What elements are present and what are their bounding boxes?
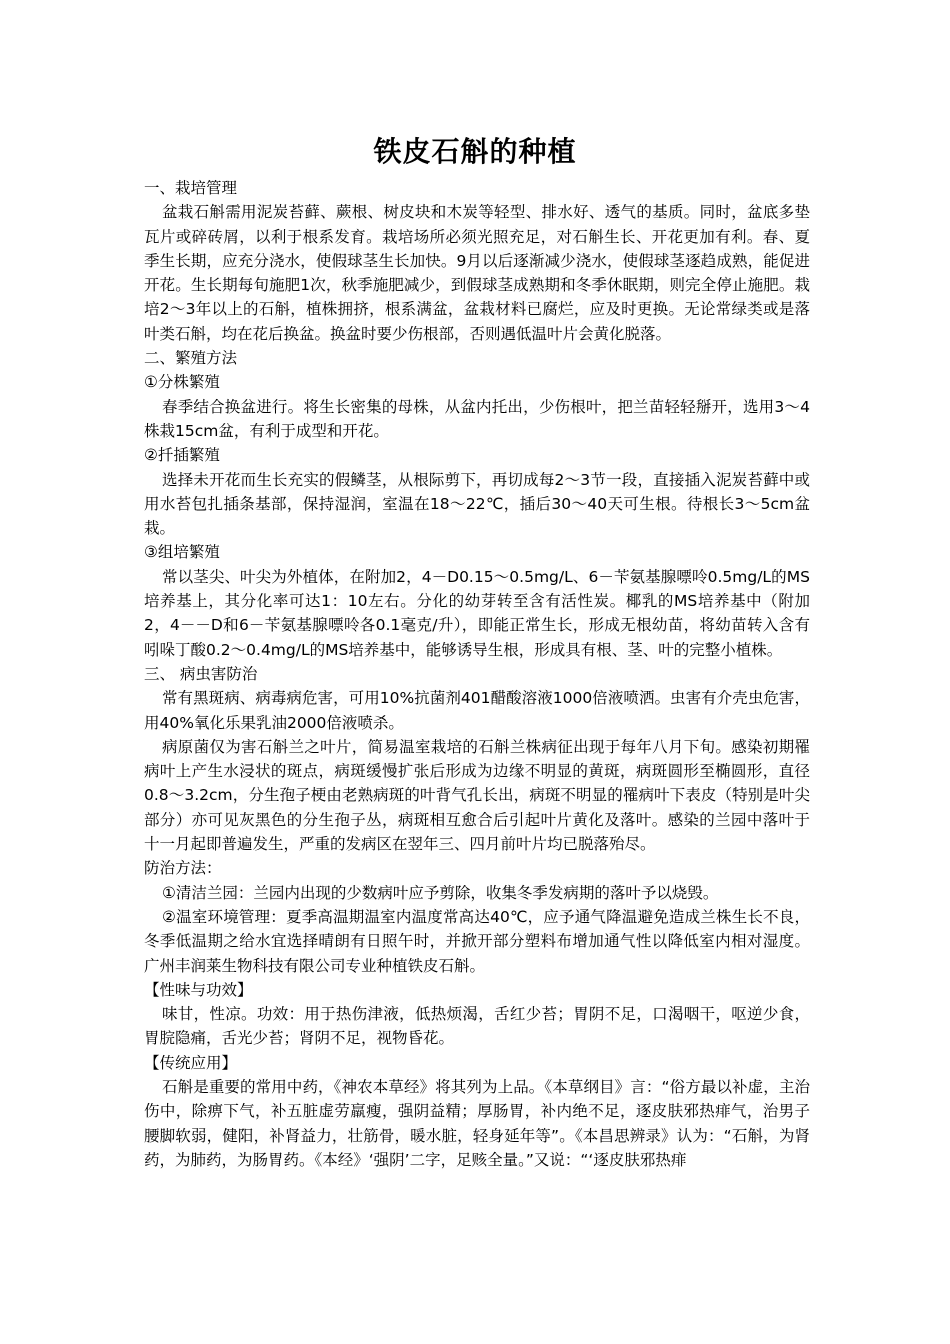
section-heading: ③组培繁殖 bbox=[144, 543, 220, 562]
section-heading: 一、栽培管理 bbox=[144, 179, 238, 197]
paragraph: 病原菌仅为害石斛兰之叶片，简易温室栽培的石斛兰株病征出现于每年八月下旬。感染初期罹病叶上产生水浸状的斑点，病斑缓慢扩张后形成为边缘不明显的黄斑，病斑圆形至椭圆形，直径0.8～3.2cm，分生孢子梗由老熟病斑的叶背气孔长出，病斑不明显的罹病叶下表皮（特别是叶尖部分）亦可见灰黑色的分生孢子丛，病斑相互愈合后引起叶片黄化及落叶。感染的兰园中落叶于十一月起即普遍发生，严重的发病区在翌年三、四月前叶片均已脱落殆尽。 bbox=[144, 737, 810, 854]
paragraph: 味甘，性凉。功效：用于热伤津液，低热烦渴，舌红少苔；胃阴不足，口渴咽干，呕逆少食，胃脘隐痛，舌光少苔；肾阴不足，视物昏花。 bbox=[144, 1005, 810, 1048]
page-title: 铁皮石斛的种植 bbox=[373, 135, 577, 168]
section-heading: ①分株繁殖 bbox=[144, 373, 220, 392]
paragraph: 春季结合换盆进行。将生长密集的母株，从盆内托出，少伤根叶，把兰苗轻轻掰开，选用3～4株栽15cm盆，有利于成型和开花。 bbox=[144, 397, 810, 440]
section-heading: 【传统应用】 bbox=[144, 1053, 238, 1072]
paragraph: 盆栽石斛需用泥炭苔藓、蕨根、树皮块和木炭等轻型、排水好、透气的基质。同时，盆底多垫瓦片或碎砖屑，以利于根系发育。栽培场所必须光照充足，对石斛生长、开花更加有利。春、夏季生长期，应充分浇水，使假球茎生长加快。9月以后逐渐减少浇水，使假球茎逐趋成熟，能促进开花。生长期每旬施肥1次，秋季施肥减少，到假球茎成熟期和冬季休眠期，则完全停止施肥。栽培2～3年以上的石斛，植株拥挤，根系满盆，盆栽材料已腐烂，应及时更换。无论常绿类或是落叶类石斛，均在花后换盆。换盆时要少伤根部，否则遇低温叶片会黄化脱落。 bbox=[144, 203, 810, 343]
section-heading: 二、繁殖方法 bbox=[144, 349, 238, 368]
section-heading: ②扦插繁殖 bbox=[144, 446, 220, 465]
paragraph: ②温室环境管理：夏季高温期温室内温度常高达40℃，应予通气降温避免造成兰株生长不良，冬季低温期之给水宜选择晴朗有日照午时，并掀开部分塑料布增加通气性以降低室内相对湿度。广州丰润莱生物科技有限公司专业种植铁皮石斛。 bbox=[144, 907, 810, 975]
section-heading: 防治方法： bbox=[144, 859, 222, 878]
paragraph: 常以茎尖、叶尖为外植体，在附加2，4－D0.15～0.5mg/L、6－苄氨基腺嘌呤0.5mg/L的MS培养基上，其分化率可达1：10左右。分化的幼芽转至含有活性炭。椰乳的MS培养基中（附加2，4－－D和6－苄氨基腺嘌呤各0.1毫克/升），即能正常生长，形成无根幼苗，将幼苗转入含有吲哚丁酸0.2～0.4mg/L的MS培养基中，能够诱导生根，形成具有根、茎、叶的完整小植株。 bbox=[144, 567, 810, 659]
document-body bbox=[144, 176, 810, 1172]
paragraph: ①清洁兰园：兰园内出现的少数病叶应予剪除，收集冬季发病期的落叶予以烧毁。 bbox=[162, 883, 719, 902]
section-heading: 【性味与功效】 bbox=[144, 980, 253, 999]
paragraph: 石斛是重要的常用中药，《神农本草经》将其列为上品。《本草纲目》言：“俗方最以补虚，主治伤中，除痹下气，补五脏虚劳羸瘦，强阴益精；厚肠胃，补内绝不足，逐皮肤邪热痱气，治男子腰脚软弱，健阳，补肾益力，壮筋骨，暖水脏，轻身延年等”。《本昌思辨录》认为：“石斛，为肾药，为肺药，为肠胃药。《本经》‘强阴’二字，足赅全量。”又说：“‘逐皮肤邪热痱 bbox=[144, 1077, 810, 1169]
paragraph: 常有黑斑病、病毒病危害，可用10%抗菌剂401醋酸溶液1000倍液喷洒。虫害有介壳虫危害，用40%氧化乐果乳油2000倍液喷杀。 bbox=[144, 689, 810, 732]
paragraph: 选择未开花而生长充实的假鳞茎，从根际剪下，再切成每2～3节一段，直接插入泥炭苔藓中或用水苔包扎插条基部，保持湿润，室温在18～22℃，插后30～40天可生根。待根长3～5cm盆栽。 bbox=[144, 470, 810, 538]
section-heading: 三、 病虫害防治 bbox=[144, 664, 258, 683]
